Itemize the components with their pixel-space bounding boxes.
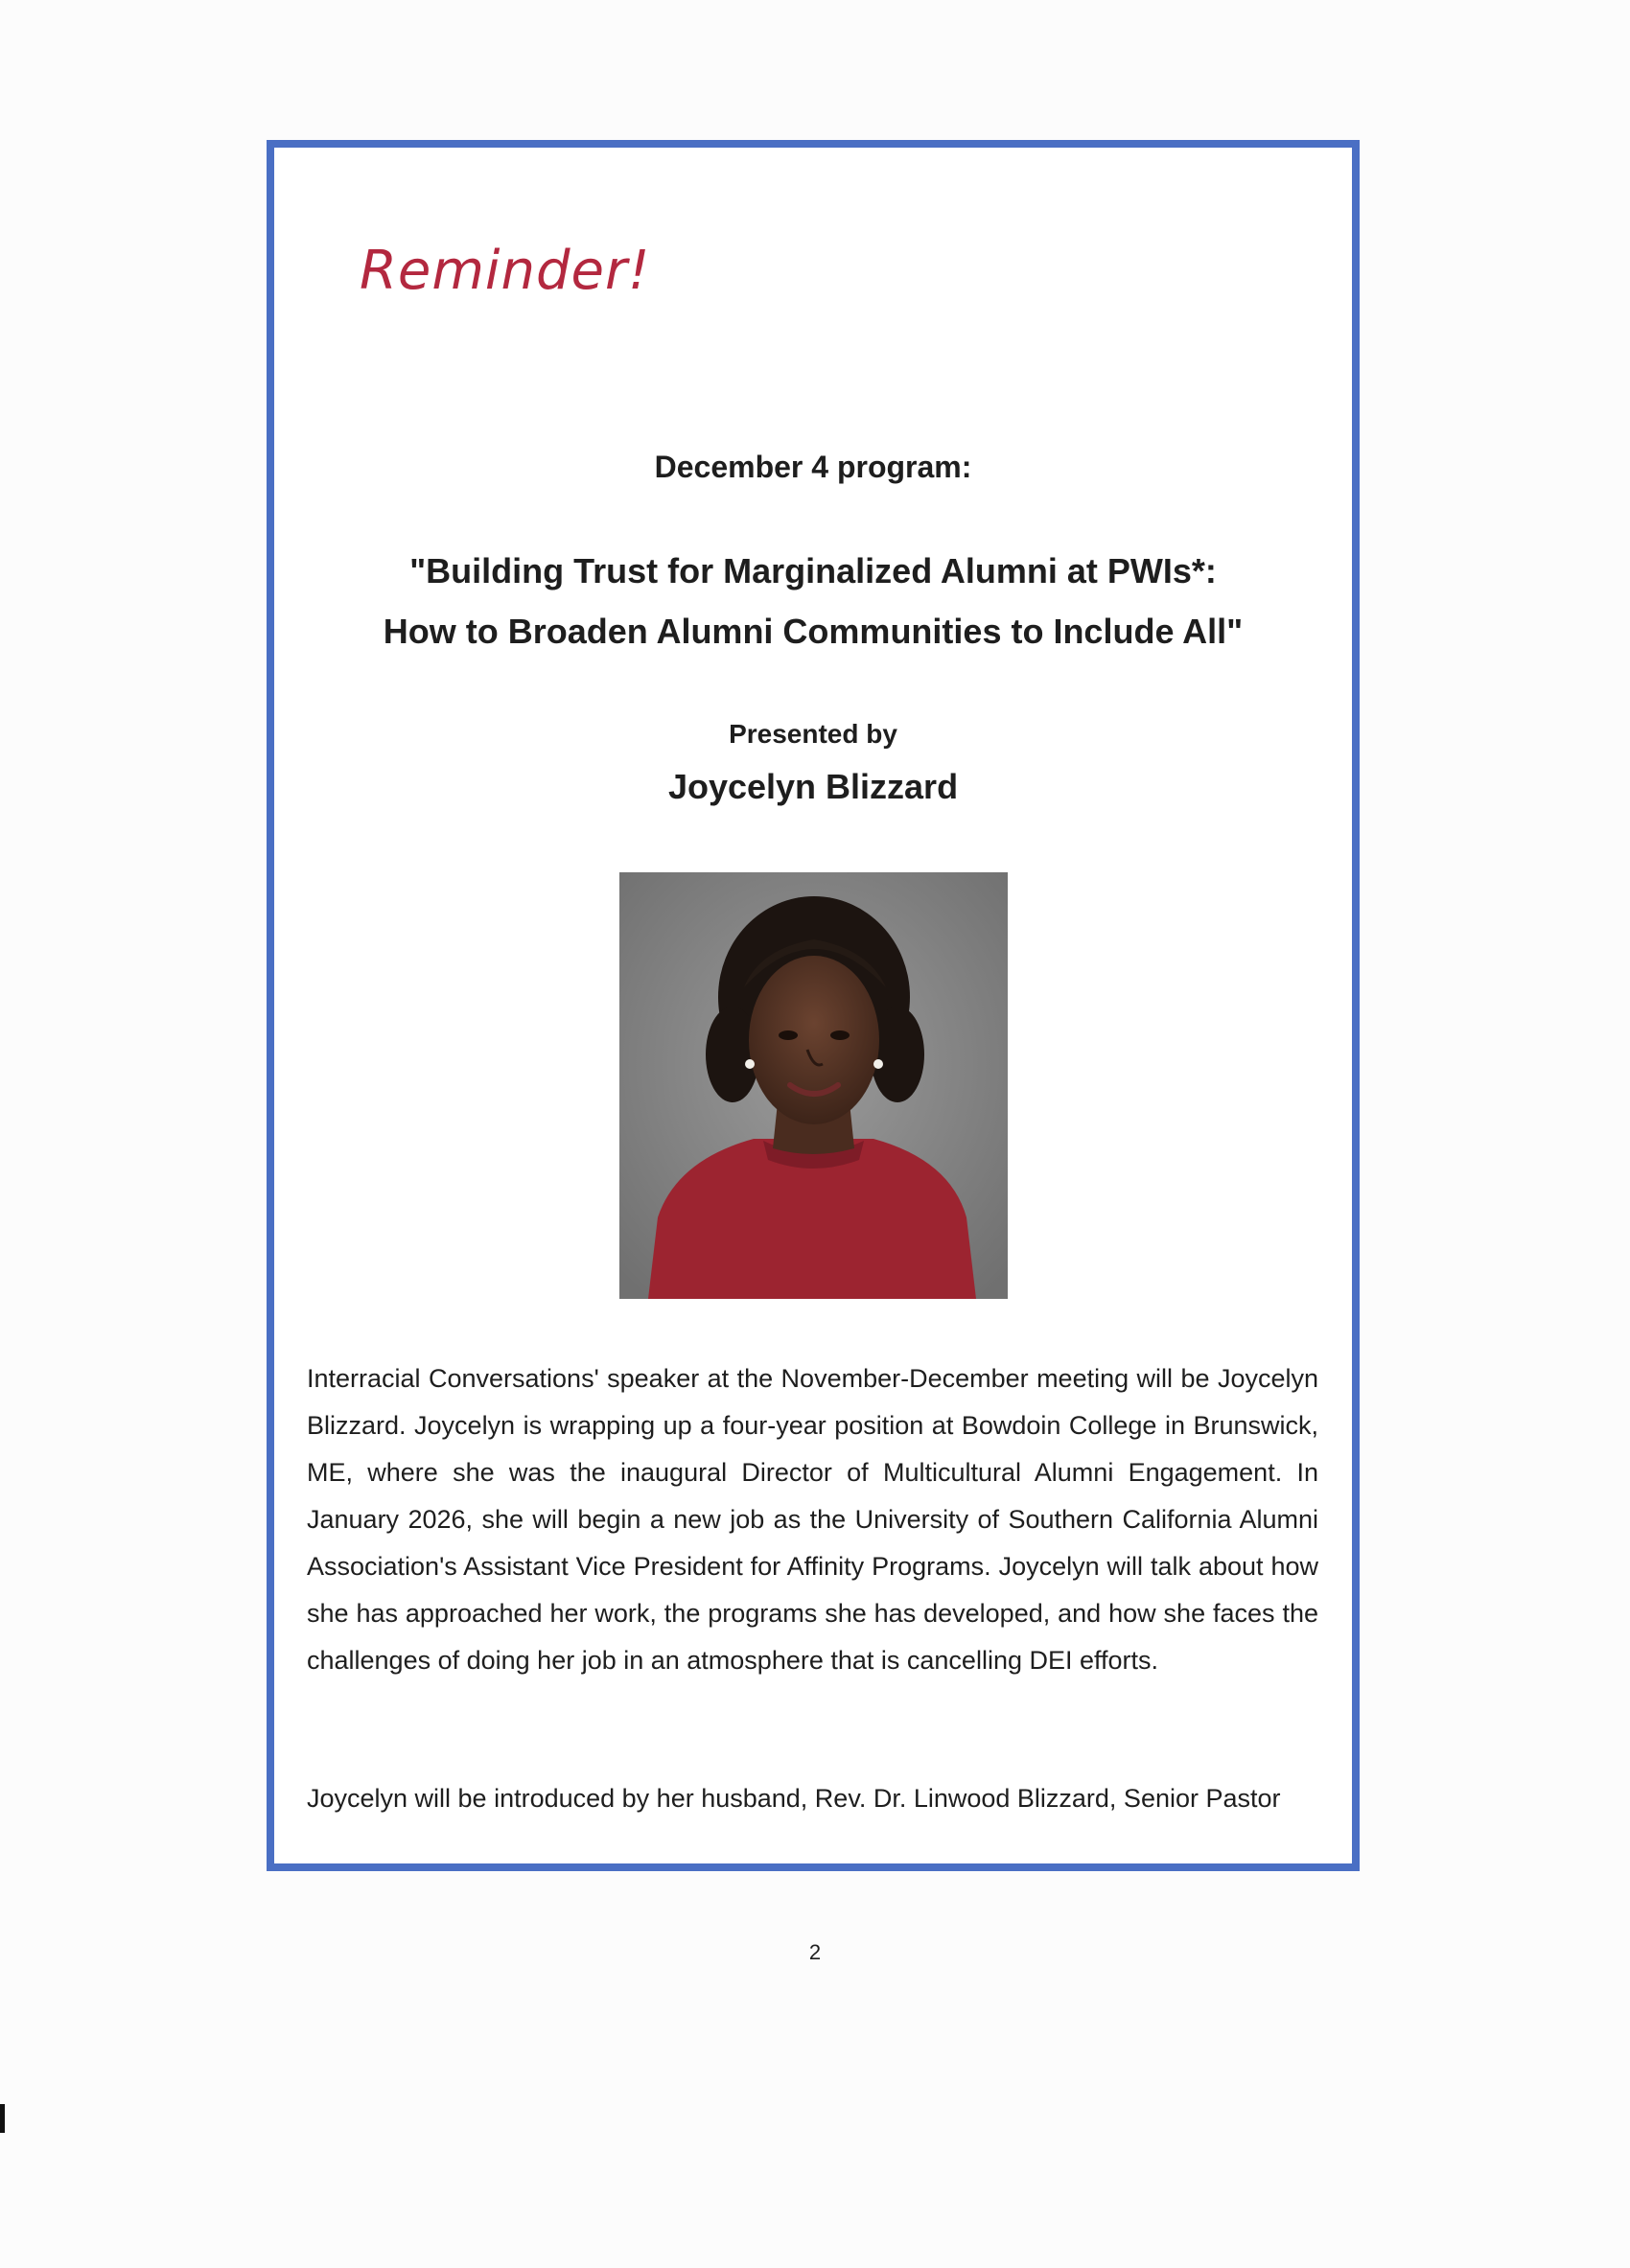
program-date: December 4 program: (654, 450, 972, 484)
speaker-bio: Interracial Conversations' speaker at the November-December meeting will be Joycelyn Blizzard. Joycelyn is wrapping up a four-year position at Bowdoin College in Brunswick, ME, where she was the inaugural Director of Multicultural Alumni Engagement. In January 2026, she will begin a new job as the University of Southern California Alumni Association's Assistant Vice President for Affinity Programs. Joycelyn will talk about how she has approached her work, the programs she has developed, and how she faces the challenges of doing her job in an atmosphere that is cancelling DEI efforts. (307, 1364, 1318, 1675)
scan-edge-mark (0, 2104, 5, 2133)
introduction-note: Joycelyn will be introduced by her husband, Rev. Dr. Linwood Blizzard, Senior Pastor (307, 1784, 1281, 1813)
program-title-line-2: How to Broaden Alumni Communities to Include All" (383, 612, 1244, 651)
reminder-heading: Reminder! (360, 240, 651, 302)
speaker-portrait-photo (619, 872, 1008, 1299)
page-number: 2 (808, 1940, 822, 1964)
program-title-line-1: "Building Trust for Marginalized Alumni at PWIs*: (409, 551, 1217, 590)
presented-by-label: Presented by (729, 719, 897, 749)
speaker-name: Joycelyn Blizzard (667, 767, 959, 806)
